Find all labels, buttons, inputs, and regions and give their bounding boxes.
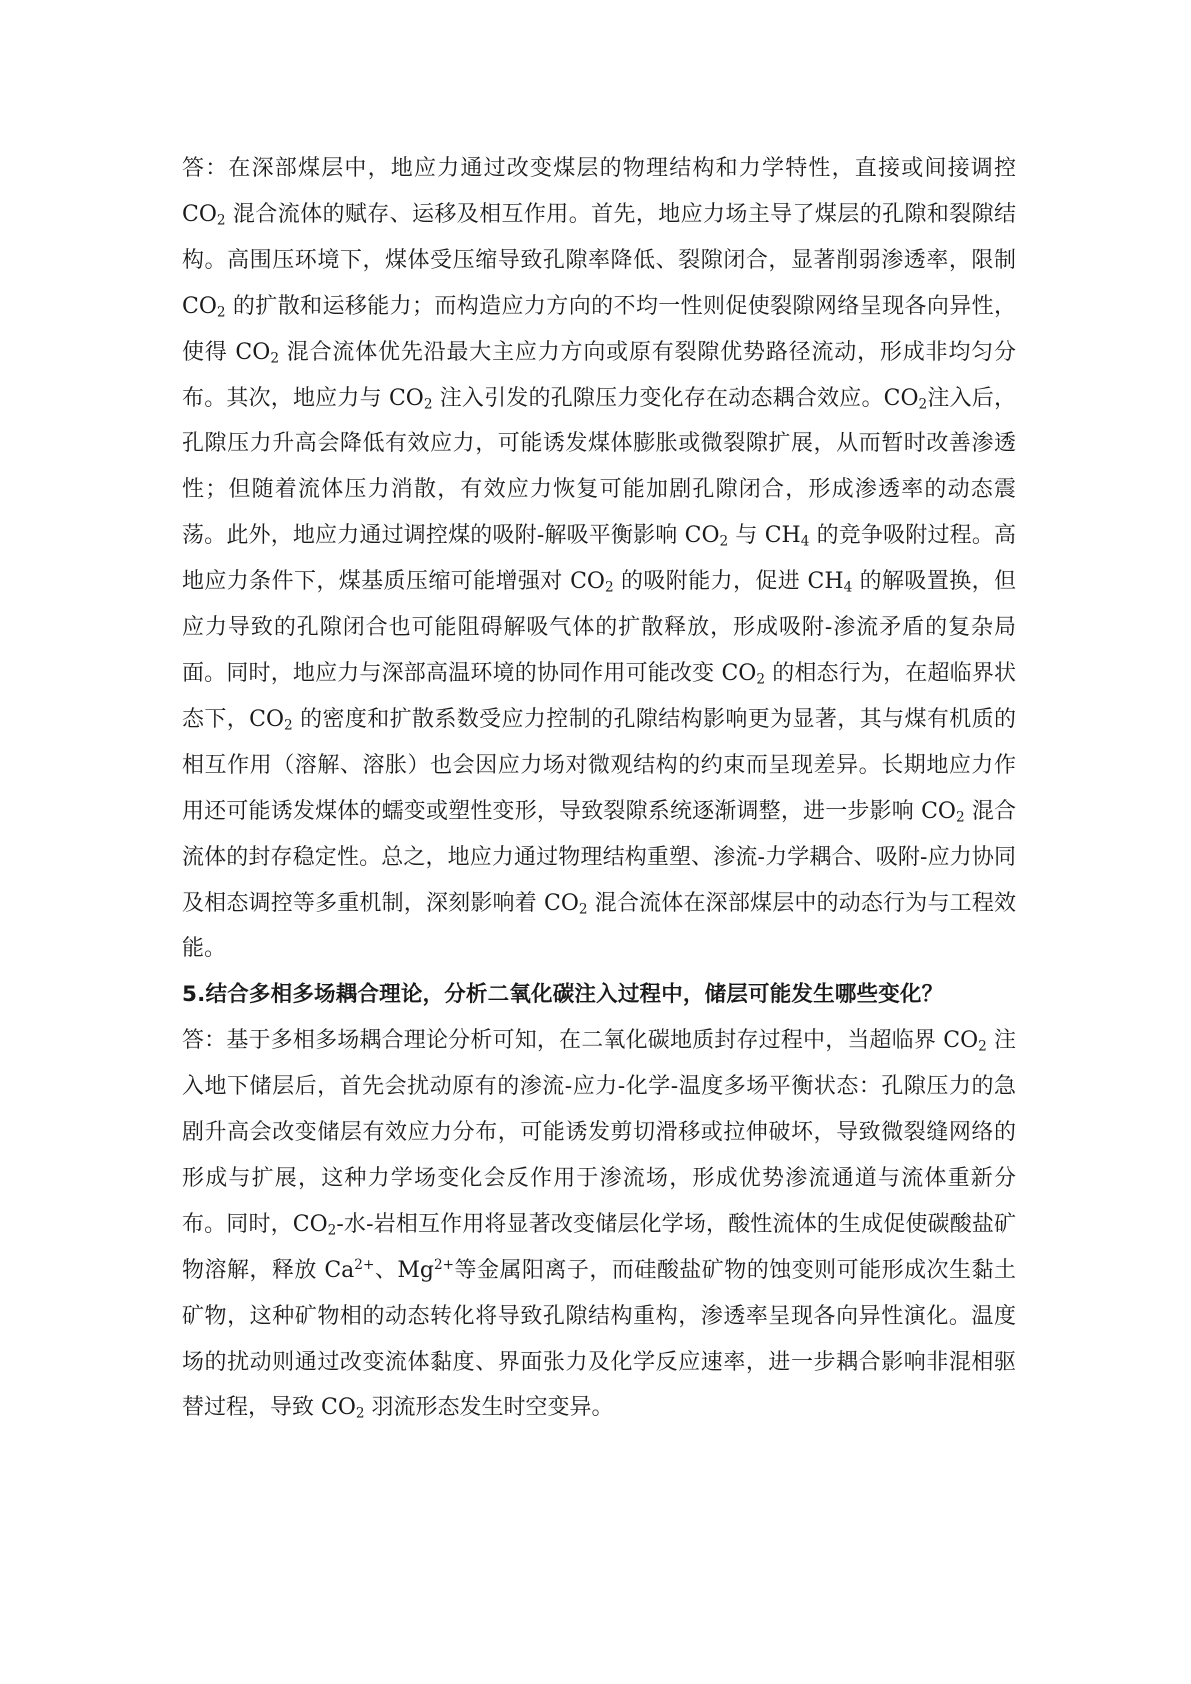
subscript: 2 — [978, 1038, 987, 1055]
subscript: 2 — [756, 671, 766, 688]
subscript: 2 — [355, 1405, 365, 1422]
subscript: 4 — [800, 533, 810, 550]
text-run: 羽流形态发生时空变异。 — [364, 1395, 614, 1421]
subscript: 2 — [327, 1222, 337, 1239]
text-run: 混合流体的封存稳定性。总之，地应力通过物理结构重塑、渗流-力学耦合、吸附-应力协同及相态调控等多重机制，深刻影响着 CO — [182, 798, 1016, 916]
subscript: 2 — [578, 900, 588, 917]
question-5-heading: 5.结合多相多场耦合理论，分析二氧化碳注入过程中，储层可能发生哪些变化？ — [182, 982, 944, 1008]
subscript: 2 — [423, 395, 433, 412]
text-run: 的竞争吸附过程。高地应力条件下，煤基质压缩可能增强对 CO — [182, 523, 1016, 595]
subscript: 2 — [216, 304, 226, 321]
subscript: 2 — [270, 350, 279, 367]
text-run: 的扩散和运移能力；而构造应力方向的不均一性则促使裂隙网络呈现各向异性，使得 CO — [182, 293, 1016, 365]
text-run: 的解吸置换，但应力导致的孔隙闭合也可能阻碍解吸气体的扩散释放，形成吸附-渗流矛盾的复杂局面。同时，地应力与深部高温环境的协同作用可能改变 CO — [182, 569, 1016, 686]
subscript: 2 — [284, 717, 293, 734]
subscript: 2 — [955, 809, 965, 826]
text-run: 注入后，孔隙压力升高会降低有效应力，可能诱发煤体膨胀或微裂隙扩展，从而暂时改善渗透性；但随着流体压力消散，有效应力恢复可能加剧孔隙闭合，形成渗透率的动态震荡。此外，地应力通过调控煤的吸附-解吸平衡影响 CO — [182, 385, 1016, 549]
subscript: 2 — [604, 579, 614, 596]
text-run: 注入引发的孔隙压力变化存在动态耦合效应。CO — [432, 385, 919, 411]
subscript: 4 — [843, 579, 853, 596]
text-run: 混合流体在深部煤层中的动态行为与工程效能。 — [182, 890, 1016, 962]
text-run: 的密度和扩散系数受应力控制的孔隙结构影响更为显著，其与煤有机质的相互作用（溶解、溶胀）也会因应力场对微观结构的约束而呈现差异。长期地应力作用还可能诱发煤体的蠕变或塑性变形，导致裂隙系统逐渐调整，进一步影响 CO — [182, 706, 1016, 824]
answer-5-paragraph — [182, 1018, 1016, 1431]
text-run: 混合流体的赋存、运移及相互作用。首先，地应力场主导了煤层的孔隙和裂隙结构。高围压环境下，煤体受压缩导致孔隙率降低、裂隙闭合，显著削弱渗透率，限制 CO — [182, 201, 1016, 319]
text-run: 与 CH — [728, 523, 801, 549]
superscript: 2+ — [354, 1256, 375, 1273]
text-run: 答：基于多相多场耦合理论分析可知，在二氧化碳地质封存过程中，当超临界 CO — [182, 1028, 979, 1054]
subscript: 2 — [918, 395, 928, 412]
text-run: 答：在深部煤层中，地应力通过改变煤层的物理结构和力学特性，直接或间接调控 CO — [182, 156, 1016, 227]
text-run: 的吸附能力，促进 CH — [613, 569, 844, 595]
text-run: 、Mg — [374, 1257, 434, 1283]
subscript: 2 — [216, 212, 226, 229]
text-run: 的相态行为，在超临界状态下，CO — [182, 660, 1016, 732]
document-body — [182, 146, 1016, 1431]
text-run: 混合流体优先沿最大主应力方向或原有裂隙优势路径流动，形成非均匀分布。其次，地应力与 CO — [182, 339, 1016, 411]
subscript: 2 — [719, 533, 729, 550]
text-run: 注入地下储层后，首先会扰动原有的渗流-应力-化学-温度多场平衡状态：孔隙压力的急剧升高会改变储层有效应力分布，可能诱发剪切滑移或拉伸破坏，导致微裂缝网络的形成与扩展，这种力学场变化会反作用于渗流场，形成优势渗流通道与流体重新分布。同时，CO — [182, 1028, 1016, 1237]
text-run: 等金属阳离子，而硅酸盐矿物的蚀变则可能形成次生黏土矿物，这种矿物相的动态转化将导致孔隙结构重构，渗透率呈现各向异性演化。温度场的扰动则通过改变流体黏度、界面张力及化学反应速率，进一步耦合影响非混相驱替过程，导致 CO — [182, 1257, 1016, 1421]
superscript: 2+ — [433, 1256, 455, 1273]
text-run: -水-岩相互作用将显著改变储层化学场，酸性流体的生成促使碳酸盐矿物溶解，释放 Ca — [182, 1211, 1017, 1283]
answer-4-paragraph — [182, 146, 1016, 972]
